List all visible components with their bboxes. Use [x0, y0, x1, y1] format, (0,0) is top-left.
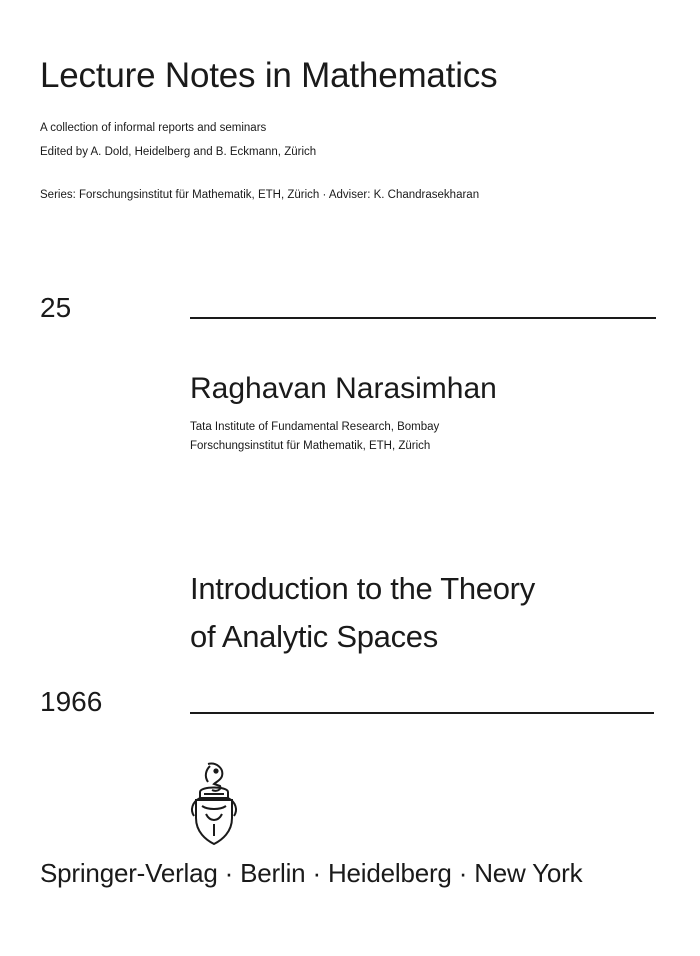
author-name: Raghavan Narasimhan [190, 372, 497, 405]
series-subtitle: A collection of informal reports and seminars [40, 122, 267, 134]
volume-number: 25 [40, 292, 72, 323]
series-editors: Edited by A. Dold, Heidelberg and B. Eckmann, Zürich [40, 146, 317, 158]
series-adviser-line: Series: Forschungsinstitut für Mathematik, ETH, Zürich · Adviser: K. Chandrasekharan [40, 189, 480, 201]
author-affiliation-2: Forschungsinstitut für Mathematik, ETH, Zürich [190, 440, 431, 452]
book-title [190, 565, 650, 661]
divider-rule-top [190, 317, 656, 319]
publisher-line: Springer-Verlag · Berlin · Heidelberg · New York [40, 858, 583, 888]
series-title: Lecture Notes in Mathematics [40, 56, 498, 95]
springer-knight-icon [186, 760, 242, 846]
divider-rule-bottom [190, 712, 654, 714]
publication-year: 1966 [40, 686, 103, 717]
book-title-line-2: of Analytic Spaces [190, 619, 438, 654]
author-affiliation-1: Tata Institute of Fundamental Research, Bombay [190, 421, 440, 433]
book-title-line-1: Introduction to the Theory [190, 571, 535, 606]
